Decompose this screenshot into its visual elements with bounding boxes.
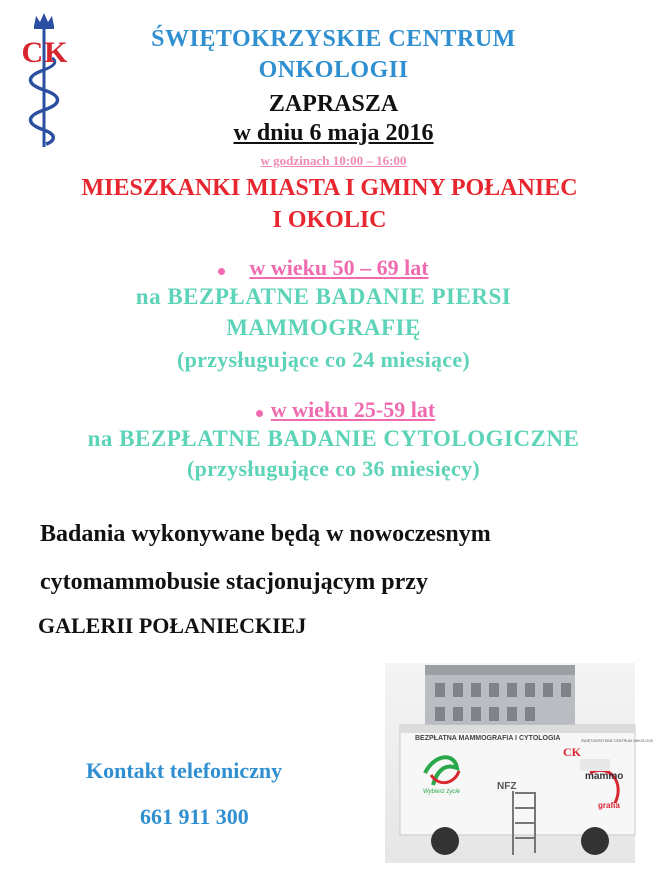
event-hours: w godzinach 10:00 – 16:00 <box>260 153 407 168</box>
body-line2: cytomammobusie stacjonującym przy <box>40 569 428 595</box>
cytomammobus-photo <box>385 663 654 863</box>
header-line2: ONKOLOGII <box>258 57 409 83</box>
bullet-icon <box>256 410 263 417</box>
offer1-note: (przysługujące co 24 miesiące) <box>176 347 471 372</box>
offer2-age-row <box>22 397 669 423</box>
event-date: w dniu 6 maja 2016 <box>233 120 434 146</box>
offer2-note: (przysługujące co 36 miesięcy) <box>186 456 481 481</box>
offer2-line1: na BEZPŁATNE BADANIE CYTOLOGICZNE <box>87 426 580 451</box>
bus-brand-part1: mammo <box>585 771 624 782</box>
bus-center-label: ŚWIĘTOKRZYSKIE CENTRUM ONKOLOGII <box>581 739 654 743</box>
invite-text: ZAPRASZA <box>268 91 399 117</box>
offer1-age-row <box>0 255 647 281</box>
contact-label: Kontakt telefoniczny <box>86 758 283 783</box>
bus-caption: Wybierz życie <box>423 789 461 795</box>
contact-phone: 661 911 300 <box>140 804 249 829</box>
bus-banner: BEZPŁATNA MAMMOGRAFIA I CYTOLOGIA <box>415 735 561 742</box>
offer2-age: w wieku 25-59 lat <box>270 397 436 422</box>
logo-letters: CK <box>21 36 69 69</box>
bus-brand2: grafia <box>598 801 620 810</box>
audience-line1: MIESZKANKI MIASTA I GMINY POŁANIEC <box>81 175 578 201</box>
bus-ck: CK <box>563 745 581 759</box>
header-line1: ŚWIĘTOKRZYSKIE CENTRUM <box>151 26 516 52</box>
audience-line2: I OKOLIC <box>272 207 387 233</box>
bus-photo-image <box>385 663 654 863</box>
bullet-icon <box>218 268 225 275</box>
bus-brand <box>585 771 623 782</box>
offer1-line1: na BEZPŁATNE BADANIE PIERSI <box>135 284 512 309</box>
body-line1: Badania wykonywane będą w nowoczesnym <box>40 521 491 547</box>
body-line3: GALERII POŁANIECKIEJ <box>38 613 307 638</box>
offer1-age: w wieku 50 – 69 lat <box>249 255 429 280</box>
offer1-line2: MAMMOGRAFIĘ <box>226 315 421 340</box>
bus-nfz: NFZ <box>497 781 517 792</box>
